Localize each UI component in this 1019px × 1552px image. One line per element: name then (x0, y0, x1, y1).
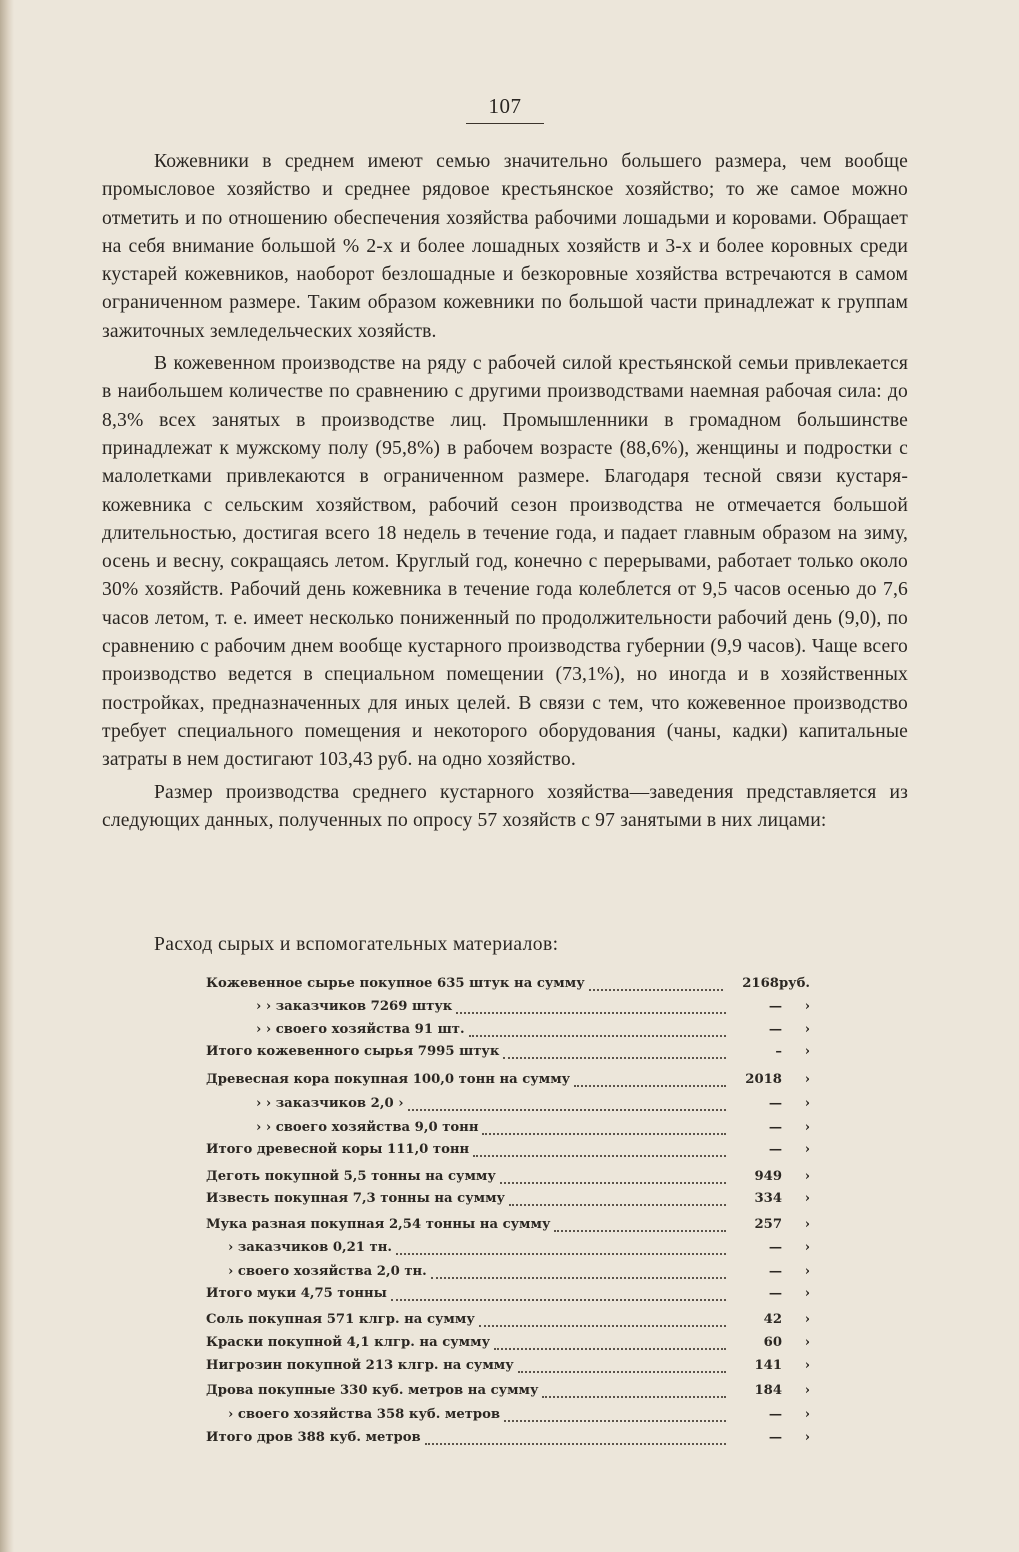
leader-dots (425, 1443, 726, 1445)
row-value: — (768, 1240, 782, 1255)
row-label: › своего хозяйства 2,0 тн. (228, 1264, 427, 1279)
page-number-rule (466, 123, 544, 124)
leader-dots (589, 989, 723, 991)
row-unit: › (804, 1286, 810, 1301)
row-value: 257 (754, 1217, 782, 1232)
leader-dots (431, 1277, 726, 1279)
leader-dots (396, 1253, 726, 1255)
leader-dots (494, 1348, 726, 1350)
row-value: — (768, 1430, 782, 1445)
row-unit: › (804, 1217, 810, 1232)
table-row (206, 1169, 810, 1189)
row-unit: › (804, 1383, 810, 1398)
row-unit: › (804, 1264, 810, 1279)
row-label: › › своего хозяйства 9,0 тонн (256, 1120, 479, 1135)
table-row (206, 999, 810, 1019)
row-unit: руб. (778, 976, 810, 991)
row-value: — (768, 999, 782, 1014)
row-value: — (768, 1286, 782, 1301)
row-value: 60 (763, 1335, 782, 1350)
row-label: Краски покупной 4,1 клгр. на сумму (206, 1335, 491, 1350)
leader-dots (482, 1133, 726, 1135)
row-label: Итого древесной коры 111,0 тонн (206, 1142, 470, 1157)
row-unit: › (804, 1430, 810, 1445)
table-row (206, 1407, 810, 1427)
leader-dots (469, 1035, 726, 1037)
row-value: 141 (754, 1358, 782, 1373)
row-unit: › (804, 1096, 810, 1111)
row-label: Древесная кора покупная 100,0 тонн на сумму (206, 1072, 571, 1087)
table-row (206, 1217, 810, 1237)
row-value: — (768, 1096, 782, 1111)
row-unit: › (804, 1072, 810, 1087)
row-unit: › (804, 1022, 810, 1037)
row-unit: › (804, 1358, 810, 1373)
leader-dots (509, 1204, 726, 1206)
row-unit: › (804, 1142, 810, 1157)
row-unit: › (804, 1407, 810, 1422)
row-label: › › своего хозяйства 91 шт. (256, 1022, 465, 1037)
table-row (206, 1120, 810, 1140)
table-row (206, 1383, 810, 1403)
row-label: Итого кожевенного сырья 7995 штук (206, 1044, 500, 1059)
table-row (206, 1264, 810, 1284)
leader-dots (554, 1230, 726, 1232)
table-row (206, 1240, 810, 1260)
row-label: Кожевенное сырье покупное 635 штук на сумму (206, 976, 585, 991)
row-value: 2168 (742, 976, 779, 991)
table-row (206, 1312, 810, 1332)
row-label: Итого дров 388 куб. метров (206, 1430, 421, 1445)
leader-dots (479, 1325, 726, 1327)
leader-dots (574, 1085, 726, 1087)
paragraph-3: Размер производства среднего кустарного хозяйства—заведения представляется из следующих данных, полученных по опросу 57 хозяйств с 97 занятыми в них лицами: (102, 781, 908, 831)
row-label: Деготь покупной 5,5 тонны на сумму (206, 1169, 496, 1184)
table-row (206, 1072, 810, 1092)
leader-dots (456, 1012, 726, 1014)
row-label: › › заказчиков 7269 штук (256, 999, 453, 1014)
row-value: — (768, 1264, 782, 1279)
row-label: Дрова покупные 330 куб. метров на сумму (206, 1383, 539, 1398)
row-unit: › (804, 1191, 810, 1206)
row-value: 2018 (745, 1072, 782, 1087)
row-value: — (768, 1120, 782, 1135)
row-unit: › (804, 1335, 810, 1350)
table-row (206, 976, 810, 996)
row-unit: › (804, 1044, 810, 1059)
row-label: Нигрозин покупной 213 клгр. на сумму (206, 1358, 514, 1373)
row-unit: › (804, 1120, 810, 1135)
row-value: 184 (754, 1383, 782, 1398)
row-value: — (768, 1407, 782, 1422)
row-unit: › (804, 1240, 810, 1255)
leader-dots (408, 1109, 727, 1111)
row-value: 42 (763, 1312, 782, 1327)
row-label: Итого муки 4,75 тонны (206, 1286, 387, 1301)
leader-dots (473, 1155, 726, 1157)
row-value: 334 (754, 1191, 782, 1206)
table-row (206, 1191, 810, 1211)
table-row (206, 1022, 810, 1042)
page-edge-shadow (0, 0, 14, 1552)
table-row (206, 1044, 810, 1064)
row-label: › своего хозяйства 358 куб. метров (228, 1407, 501, 1422)
table-row (206, 1430, 810, 1450)
row-value: 949 (754, 1169, 782, 1184)
paragraph-2: В кожевенном производстве на ряду с рабочей силой крестьянской семьи привлекается в наибольшем количестве по сравнению с другими производствами наемная рабочая сила: до 8,3% всех занятых в производстве лиц. Промышленники в громадном большинстве принадлежат к мужскому полу (95,8%) в рабочем возрасте (88,6%), женщины и подростки с малолетками привлекаются в ограниченном размере. Благодаря тесной связи кустаря-кожевника с сельским хозяйством, рабочий сезон производства не отмечается большой длительностью, достигая всего 18 недель в течение года, и падает главным образом на зиму, осень и весну, сокращаясь летом. Круглый год, конечно с перерывами, работает только около 30% хозяйств. Рабочий день кожевника в течение года колеблется от 9,5 часов осенью до 7,6 часов летом, т. е. имеет несколько пониженный по продолжительности рабочий день (9,0), по сравнению с рабочим днем вообще кустарного производства губернии (9,9 часов). Чаще всего производство ведется в специальном помещении (73,1%), но иногда и в хозяйственных постройках, предназначенных для иных целей. В связи с тем, что кожевенное производство требует специального помещения и некоторого оборудования (чаны, кадки) капитальные затраты в нем достигают 103,43 руб. на одно хозяйство. (102, 353, 908, 771)
leader-dots (500, 1182, 726, 1184)
table-row (206, 1358, 810, 1378)
leader-dots (542, 1396, 726, 1398)
row-value: — (768, 1022, 782, 1037)
leader-dots (503, 1057, 726, 1059)
row-unit: › (804, 1312, 810, 1327)
leader-dots (504, 1420, 726, 1422)
row-unit: › (804, 999, 810, 1014)
row-value: – (775, 1044, 782, 1059)
row-label: Известь покупная 7,3 тонны на сумму (206, 1191, 505, 1206)
row-label: › заказчиков 0,21 тн. (228, 1240, 392, 1255)
page-number: 107 (488, 94, 522, 118)
body-text (102, 148, 908, 835)
table-row (206, 1096, 810, 1116)
leader-dots (518, 1371, 726, 1373)
row-label: Мука разная покупная 2,54 тонны на сумму (206, 1217, 551, 1232)
table-row (206, 1335, 810, 1355)
row-value: — (768, 1142, 782, 1157)
paragraph-1: Кожевники в среднем имеют семью значительно большего размера, чем вообще промысловое хозяйство и среднее рядовое крестьянское хозяйство; то же самое можно отметить и по отношению обеспечения хозяйства рабочими лошадьми и коровами. Обращает на себя внимание большой % 2-х и более лошадных хозяйств и 3-х и более коровных среди кустарей кожевников, наоборот безлошадные и безкоровные хозяйства встречаются в самом ограниченном размере. Таким образом кожевники по большой части принадлежат к группам зажиточных земледельческих хозяйств. (102, 151, 908, 342)
row-label: Соль покупная 571 клгр. на сумму (206, 1312, 475, 1327)
table-row (206, 1286, 810, 1306)
table-row (206, 1142, 810, 1162)
materials-heading: Расход сырых и вспомогательных материалов: (154, 934, 559, 955)
leader-dots (391, 1299, 726, 1301)
row-label: › › заказчиков 2,0 › (256, 1096, 404, 1111)
row-unit: › (804, 1169, 810, 1184)
